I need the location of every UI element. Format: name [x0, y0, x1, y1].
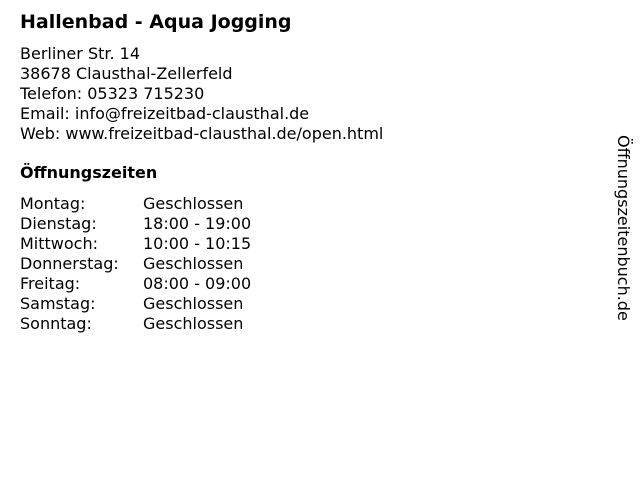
- day-label: Freitag:: [20, 274, 81, 293]
- street-address: Berliner Str. 14: [20, 44, 141, 63]
- address-block: [20, 44, 383, 144]
- day-label: Dienstag:: [20, 214, 97, 233]
- city-address: 38678 Clausthal-Zellerfeld: [20, 64, 233, 83]
- time-value: 10:00 - 10:15: [143, 234, 252, 253]
- phone-number: Telefon: 05323 715230: [20, 84, 205, 103]
- time-value: Geschlossen: [143, 254, 244, 273]
- website-address: Web: www.freizeitbad-clausthal.de/open.html: [20, 124, 384, 143]
- time-value: Geschlossen: [143, 294, 244, 313]
- page-title: Hallenbad - Aqua Jogging: [20, 11, 292, 33]
- site-watermark: Öffnungszeitenbuch.de: [614, 135, 633, 321]
- day-label: Montag:: [20, 194, 86, 213]
- time-value: Geschlossen: [143, 314, 244, 333]
- time-value: Geschlossen: [143, 194, 244, 213]
- email-address: Email: info@freizeitbad-clausthal.de: [20, 104, 310, 123]
- day-label: Mittwoch:: [20, 234, 98, 253]
- day-label: Sonntag:: [20, 314, 92, 333]
- day-label: Donnerstag:: [20, 254, 119, 273]
- time-value: 08:00 - 09:00: [143, 274, 252, 293]
- day-label: Samstag:: [20, 294, 96, 313]
- opening-hours-heading: Öffnungszeiten: [20, 163, 158, 182]
- time-value: 18:00 - 19:00: [143, 214, 252, 233]
